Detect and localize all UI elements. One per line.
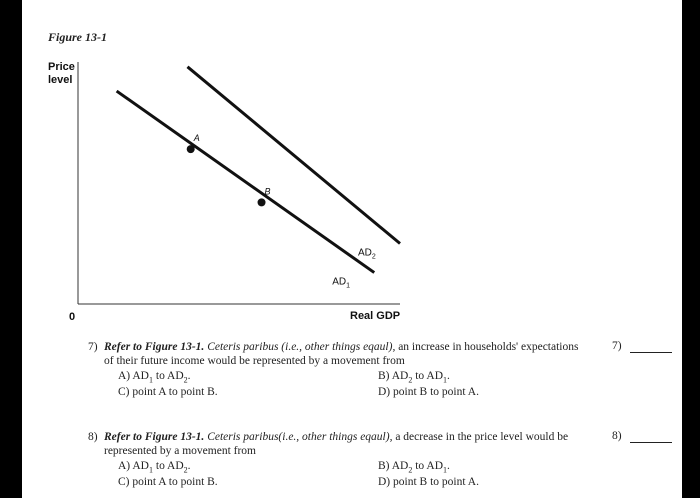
question-7-text: an increase in households' expectations of their future income would be represented by a movement from <box>104 341 579 367</box>
figure-title: Figure 13-1 <box>48 30 108 44</box>
question-7-ref: Refer to Figure 13-1. <box>104 341 205 353</box>
question-7-lead: Ceteris paribus (i.e., other things eqaul), <box>207 341 396 353</box>
question-7-answer-blank[interactable] <box>630 352 672 353</box>
question-7-answer-number: 7) <box>612 340 622 352</box>
point-b <box>258 198 266 206</box>
question-8-option-d[interactable]: D) point B to point A. <box>378 476 479 488</box>
point-a-label: A <box>193 133 200 144</box>
series-line-ad1 <box>117 91 375 273</box>
question-8-number: 8) <box>88 431 98 443</box>
question-8-ref: Refer to Figure 13-1. <box>104 431 205 443</box>
y-axis-label-line2: level <box>48 74 73 86</box>
series-label-ad1: $AD_1$ <box>332 276 351 290</box>
y-axis-label-line1: Price <box>48 61 75 73</box>
question-8-answer-blank[interactable] <box>630 442 672 443</box>
point-a <box>187 145 195 153</box>
question-8-text: a decrease in the price level would be represented by a movement from <box>104 431 569 457</box>
question-7-option-b[interactable]: B) $AD_2$ to $AD_1$. <box>378 370 450 385</box>
question-7-option-a[interactable]: A) $AD_1$ to $AD_2$. <box>118 370 191 385</box>
series-label-ad2: $AD_2$ <box>358 247 376 261</box>
question-8-answer-number: 8) <box>612 430 622 442</box>
question-8-lead: Ceteris paribus(i.e., other things eqaul), <box>207 431 393 443</box>
question-7-option-d[interactable]: D) point B to point A. <box>378 386 479 398</box>
point-b-label: B <box>264 186 271 197</box>
x-axis-label: Real GDP <box>350 310 401 322</box>
question-7-option-c[interactable]: C) point A to point B. <box>118 386 218 398</box>
question-8-stem <box>104 430 589 458</box>
question-7-stem <box>104 340 589 368</box>
question-8-option-a[interactable]: A) $AD_1$ to $AD_2$. <box>118 460 191 475</box>
question-8-option-b[interactable]: B) $AD_2$ to $AD_1$. <box>378 460 450 475</box>
question-8-option-c[interactable]: C) point A to point B. <box>118 476 218 488</box>
question-7-number: 7) <box>88 341 98 353</box>
origin-label: 0 <box>69 311 76 323</box>
